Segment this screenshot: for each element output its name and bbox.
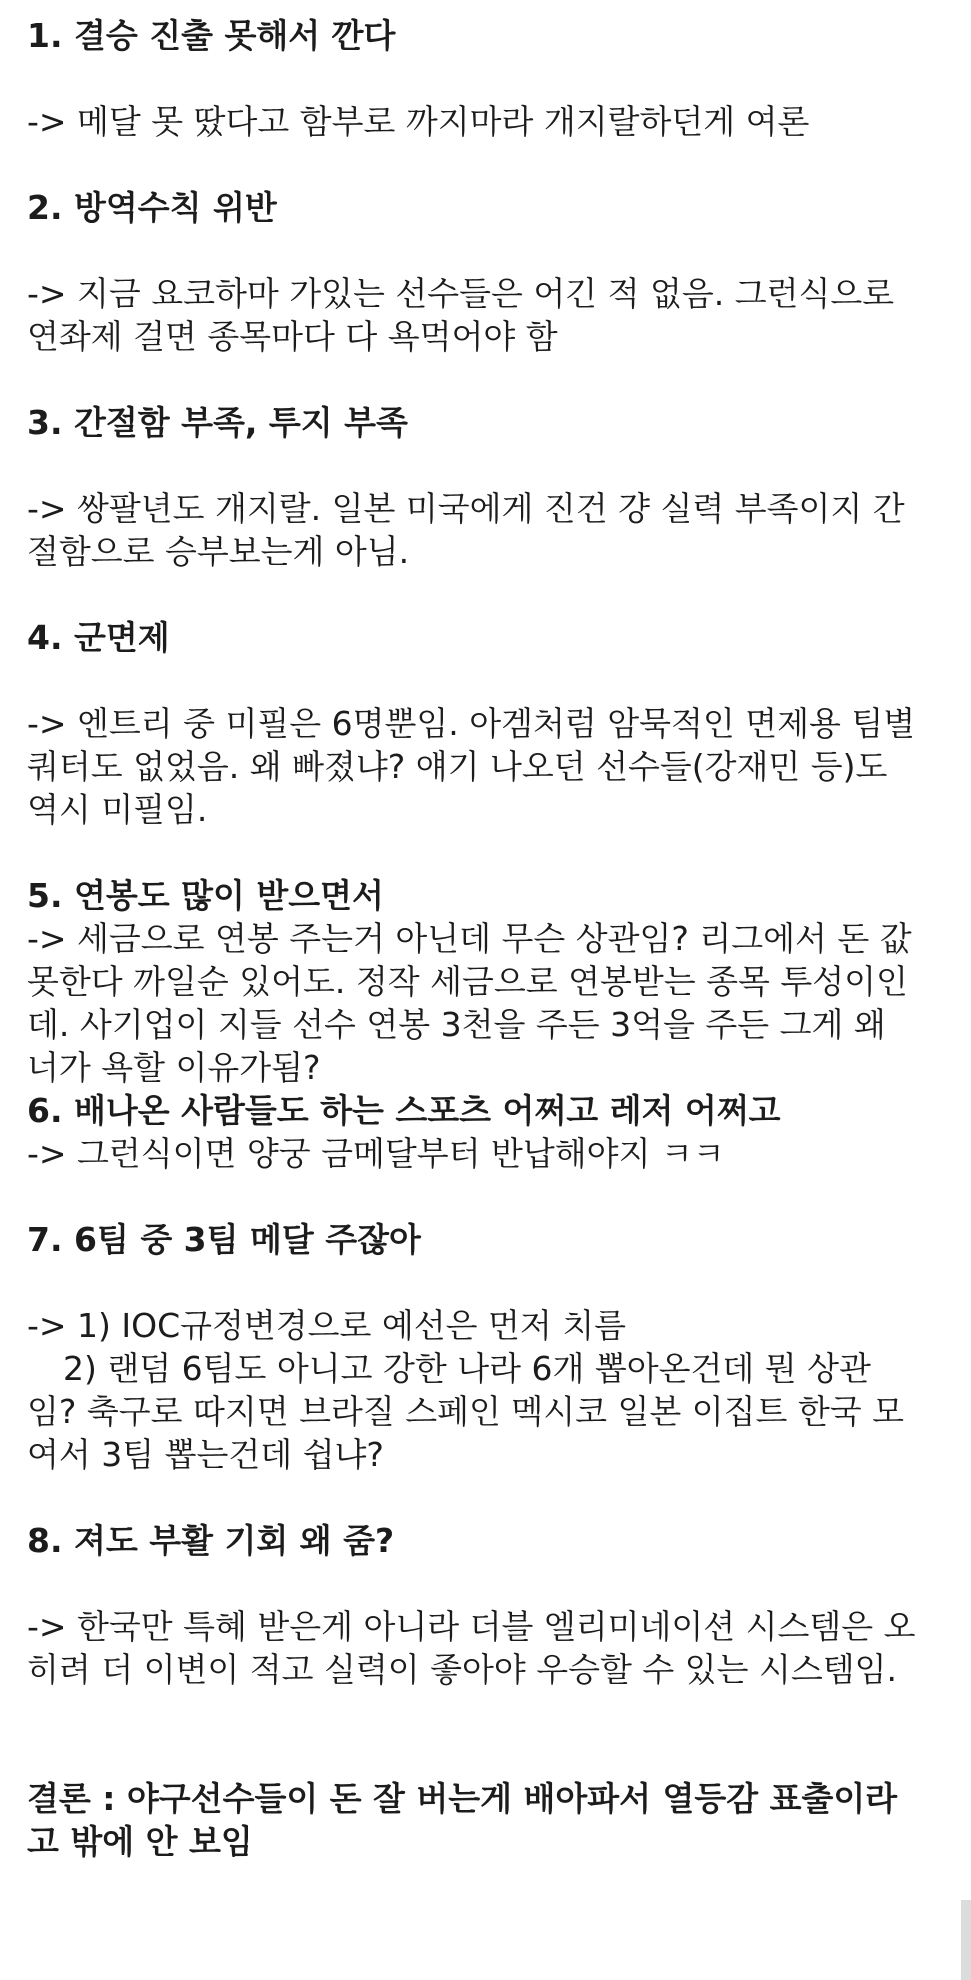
section-heading: 7. 6팀 중 3팀 메달 주잖아	[27, 1220, 421, 1259]
section-heading: 3. 간절함 부족, 투지 부족	[27, 403, 408, 442]
section-body: -> 메달 못 땄다고 함부로 까지마라 개지랄하던게 여론	[27, 102, 810, 141]
scrollbar[interactable]	[961, 1900, 971, 1980]
section-heading: 1. 결승 진출 못해서 깐다	[27, 16, 396, 55]
section-body: -> 엔트리 중 미필은 6명뿐임. 아겜처럼 암묵적인 면제용 팀별 쿼터도 없었음. 왜 빠졌냐? 얘기 나오던 선수들(강재민 등)도 역시 미필임.	[27, 704, 916, 829]
section-body: 임? 축구로 따지면 브라질 스페인 멕시코 일본 이집트 한국 모 여서 3팀 뽑는건데 쉽냐?	[27, 1392, 904, 1474]
section-body: -> 쌍팔년도 개지랄. 일본 미국에게 진건 걍 실력 부족이지 간 절함으로 승부보는게 아님.	[27, 489, 905, 571]
section-heading: 5. 연봉도 많이 받으면서	[27, 876, 384, 915]
section-heading: 8. 져도 부활 기회 왜 줌?	[27, 1521, 395, 1560]
section-body: -> 세금으로 연봉 주는거 아닌데 무슨 상관임? 리그에서 돈 값 못한다 까일순 있어도. 정작 세금으로 연봉받는 종목 투성이인 데. 사기업이 지들 선수 연봉 3천을 주든 3억을 주든 그게 왜 너가 욕할 이유가됨?	[27, 919, 912, 1087]
post-content	[27, 14, 947, 1863]
section-heading: 2. 방역수칙 위반	[27, 188, 277, 227]
section-heading: 6. 배나온 사람들도 하는 스포츠 어쩌고 레저 어쩌고	[27, 1091, 781, 1130]
section-body-line: -> 1) IOC규정변경으로 예선은 먼저 치름	[27, 1306, 627, 1345]
section-body: -> 지금 요코하마 가있는 선수들은 어긴 적 없음. 그런식으로 연좌제 걸면 종목마다 다 욕먹어야 함	[27, 274, 895, 356]
conclusion: 결론 : 야구선수들이 돈 잘 버는게 배아파서 열등감 표출이라 고 밖에 안 보임	[27, 1779, 898, 1861]
section-body: -> 한국만 특혜 받은게 아니라 더블 엘리미네이션 시스템은 오 히려 더 이변이 적고 실력이 좋아야 우승할 수 있는 시스템임.	[27, 1607, 916, 1689]
section-body: -> 그런식이면 양궁 금메달부터 반납해야지 ㅋㅋ	[27, 1134, 725, 1173]
section-heading: 4. 군면제	[27, 618, 170, 657]
section-body-line: 2) 랜덤 6팀도 아니고 강한 나라 6개 뽑아온건데 뭔 상관	[63, 1349, 871, 1388]
